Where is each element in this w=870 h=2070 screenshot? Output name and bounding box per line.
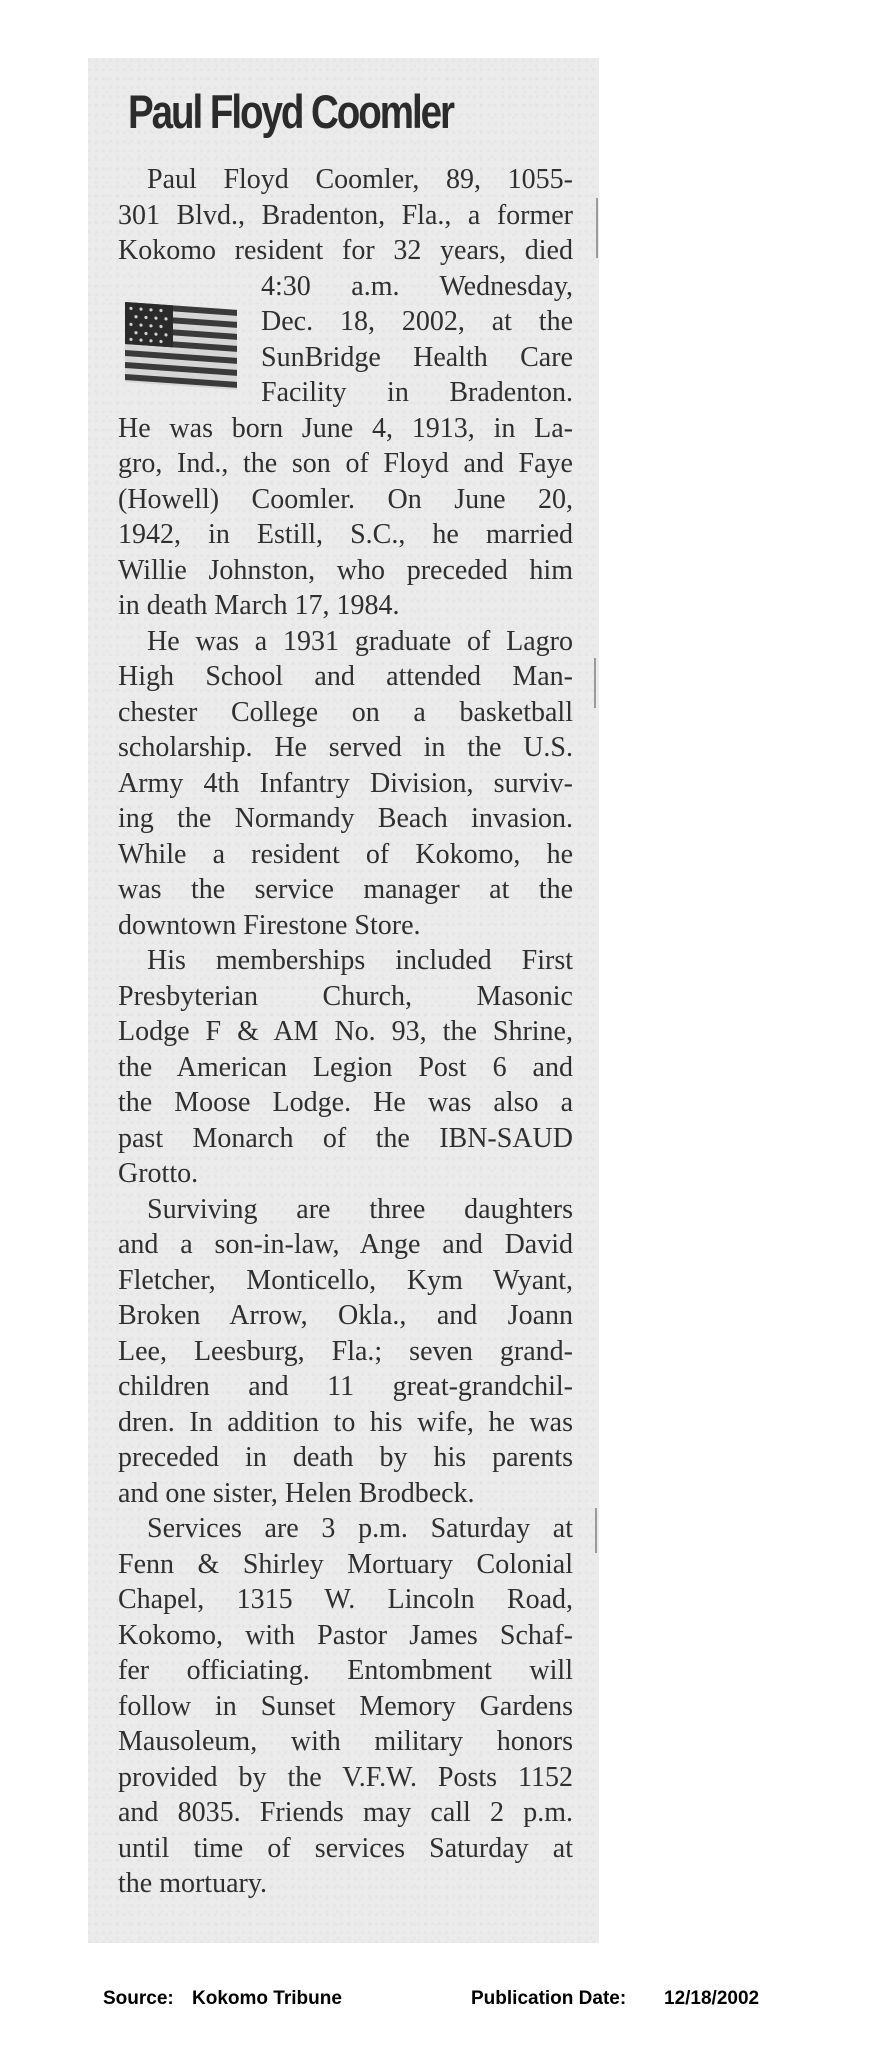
text-line: dren. In addition to his wife, he was (118, 1406, 573, 1438)
publication-date-value: 12/18/2002 (664, 1988, 760, 2009)
text-line: the American Legion Post 6 and (118, 1051, 573, 1083)
obituary-clipping (88, 58, 599, 1943)
text-line: and a son-in-law, Ange and David (118, 1229, 573, 1260)
obituary-body (118, 162, 573, 1902)
text-line: Facility in Bradenton. (261, 377, 573, 408)
text-line: He was a 1931 graduate of Lagro (147, 625, 573, 657)
publication-date-label: Publication Date: (471, 1988, 627, 2009)
text-line: chester College on a basketball (118, 696, 573, 728)
text-line: the Moose Lodge. He was also a (118, 1087, 573, 1118)
text-line: Presbyterian Church, Masonic (118, 980, 573, 1012)
obituary-headline: Paul Floyd Coomler (128, 85, 454, 138)
text-line: preceded in death by his parents (118, 1442, 573, 1473)
text-line: gro, Ind., the son of Floyd and Faye (118, 448, 573, 479)
text-line: 301 Blvd., Bradenton, Fla., a former (118, 199, 573, 231)
clipping-edge-mark (594, 658, 596, 708)
text-line: downtown Firestone Store. (118, 909, 421, 941)
text-line: past Monarch of the IBN-SAUD (118, 1122, 573, 1154)
source-label: Source: (103, 1988, 174, 2009)
text-line: follow in Sunset Memory Gardens (118, 1690, 573, 1722)
text-line: Mausoleum, with military honors (118, 1726, 573, 1757)
text-line: He was born June 4, 1913, in La- (118, 412, 573, 444)
text-line: and 8035. Friends may call 2 p.m. (118, 1797, 573, 1828)
text-line: Surviving are three daughters (147, 1193, 573, 1225)
text-line: SunBridge Health Care (261, 341, 573, 373)
text-line: Chapel, 1315 W. Lincoln Road, (118, 1584, 573, 1615)
text-line: and one sister, Helen Brodbeck. (118, 1477, 475, 1509)
text-line: until time of services Saturday at (118, 1832, 573, 1864)
text-line: 1942, in Estill, S.C., he married (118, 519, 573, 550)
text-line: the mortuary. (118, 1868, 268, 1899)
text-line: scholarship. He served in the U.S. (118, 732, 573, 763)
text-line: Grotto. (118, 1158, 199, 1189)
text-line: Paul Floyd Coomler, 89, 1055- (147, 164, 573, 195)
text-line: Lee, Leesburg, Fla.; seven grand- (118, 1335, 573, 1367)
text-line: was the service manager at the (118, 874, 573, 905)
text-line: Kokomo resident for 32 years, died (118, 235, 573, 266)
text-line: fer officiating. Entombment will (118, 1655, 573, 1686)
text-line: in death March 17, 1984. (118, 590, 400, 621)
text-line: ing the Normandy Beach invasion. (118, 803, 573, 834)
clipping-edge-mark (595, 1508, 597, 1553)
text-line: Kokomo, with Pastor James Schaf- (118, 1619, 573, 1651)
text-line: High School and attended Man- (118, 661, 573, 692)
text-line: Willie Johnston, who preceded him (118, 554, 573, 586)
clipping-edge-mark (596, 198, 598, 258)
text-line: Fenn & Shirley Mortuary Colonial (118, 1548, 573, 1580)
text-line: 4:30 a.m. Wednesday, (261, 270, 573, 302)
text-line: Army 4th Infantry Division, surviv- (118, 767, 573, 799)
text-line: (Howell) Coomler. On June 20, (118, 483, 573, 515)
source-value: Kokomo Tribune (192, 1988, 342, 2009)
text-line: Services are 3 p.m. Saturday at (147, 1513, 573, 1544)
text-line: Fletcher, Monticello, Kym Wyant, (118, 1264, 573, 1296)
text-line: Broken Arrow, Okla., and Joann (118, 1300, 573, 1331)
text-line: children and 11 great-grandchil- (118, 1371, 573, 1402)
text-line: Dec. 18, 2002, at the (261, 306, 573, 337)
text-line: His memberships included First (147, 945, 573, 976)
text-line: While a resident of Kokomo, he (118, 838, 573, 870)
text-line: Lodge F & AM No. 93, the Shrine, (118, 1016, 573, 1047)
text-line: provided by the V.F.W. Posts 1152 (118, 1761, 573, 1793)
